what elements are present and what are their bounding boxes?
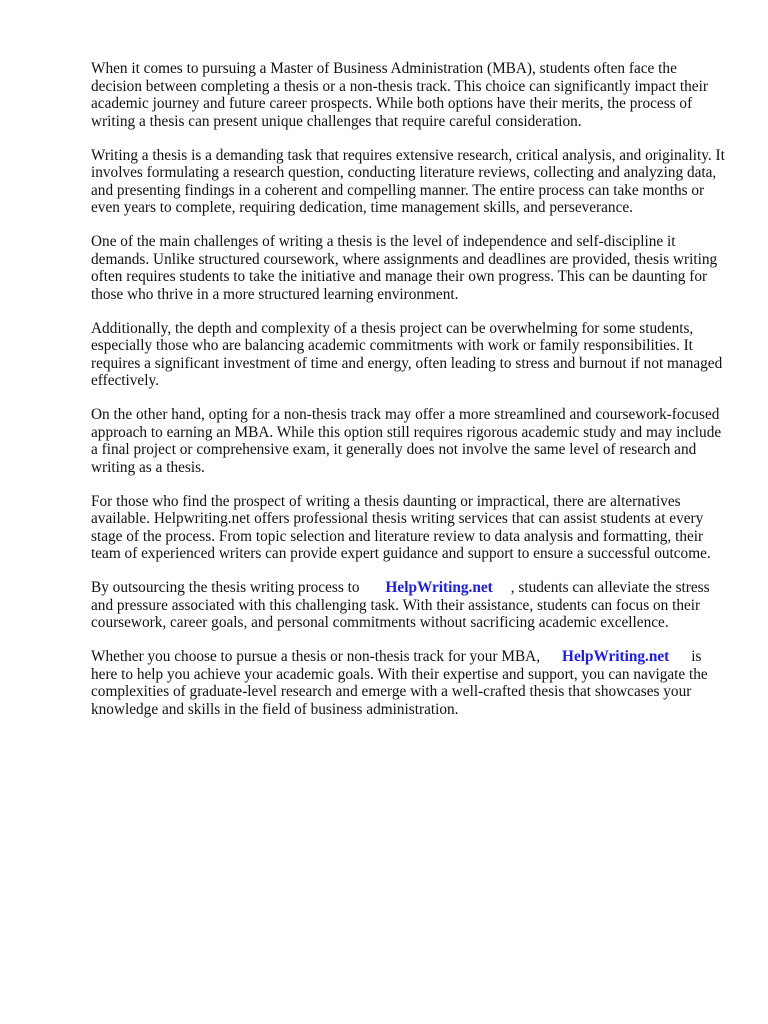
paragraph-conclusion	[91, 648, 731, 718]
paragraph-conclusion-before: Whether you choose to pursue a thesis or non-thesis track for your MBA,	[91, 648, 541, 665]
paragraph-outsourcing	[91, 579, 731, 632]
paragraph-alternatives: For those who find the prospect of writing a thesis daunting or impractical, there are alternatives available. Helpwriting.net offers professional thesis writing services that can assist students at every stage of the process. From topic selection and literature review to data analysis and formatting, their team of experienced writers can provide expert guidance and support to ensure a successful outcome.	[91, 492, 711, 562]
paragraph-intro: When it comes to pursuing a Master of Business Administration (MBA), students often face the decision between completing a thesis or a non-thesis track. This choice can significantly impact their academic journey and future career prospects. While both options have their merits, the process of writing a thesis can present unique challenges that require careful consideration.	[91, 60, 708, 130]
paragraph-outsourcing-before: By outsourcing the thesis writing process to	[91, 579, 360, 596]
paragraph-outsourcing-after: , students can alleviate the stress and pressure associated with this challenging task. With their assistance, students can focus on their coursework, career goals, and personal commitments without sacrificing academic excellence.	[91, 579, 710, 631]
paragraph-complexity: Additionally, the depth and complexity of a thesis project can be overwhelming for some students, especially those who are balancing academic commitments with work or family responsibilities. It requires a significant investment of time and energy, often leading to stress and burnout if not managed effectively.	[91, 319, 723, 389]
paragraph-thesis-demands: Writing a thesis is a demanding task that requires extensive research, critical analysis, and originality. It involves formulating a research question, conducting literature reviews, collecting and analyzing data, and presenting findings in a coherent and compelling manner. The entire process can take months or even years to complete, requiring dedication, time management skills, and perseverance.	[91, 146, 725, 216]
helpwriting-link[interactable]: HelpWriting.net	[385, 579, 493, 596]
paragraph-non-thesis: On the other hand, opting for a non-thesis track may offer a more streamlined and coursework-focused approach to earning an MBA. While this option still requires rigorous academic study and may include a final project or comprehensive exam, it generally does not involve the same level of research and writing as a thesis.	[91, 406, 722, 476]
paragraph-conclusion-after: is here to help you achieve your academic goals. With their expertise and support, you can navigate the complexities of graduate-level research and emerge with a well-crafted thesis that showcases your knowledge and skills in the field of business administration.	[91, 648, 708, 718]
paragraph-independence: One of the main challenges of writing a thesis is the level of independence and self-discipline it demands. Unlike structured coursework, where assignments and deadlines are provided, thesis writing often requires students to take the initiative and manage their own progress. This can be daunting for those who thrive in a more structured learning environment.	[91, 233, 718, 303]
document-body	[91, 60, 731, 735]
helpwriting-link-2[interactable]: HelpWriting.net	[562, 648, 670, 665]
